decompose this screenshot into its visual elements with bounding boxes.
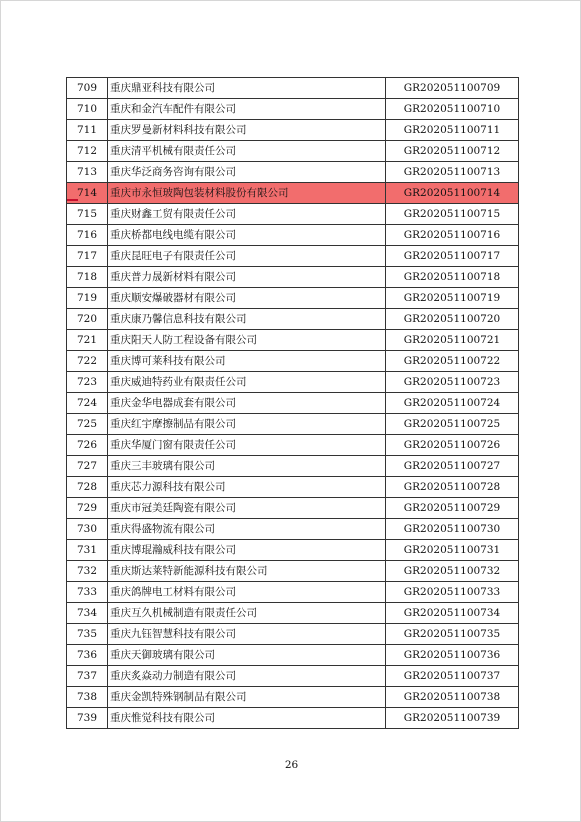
company-name: 重庆财鑫工贸有限责任公司 bbox=[108, 204, 386, 225]
row-number: 725 bbox=[67, 414, 108, 435]
company-name: 重庆桥都电线电缆有限公司 bbox=[108, 225, 386, 246]
company-name: 重庆博琨瀚威科技有限公司 bbox=[108, 540, 386, 561]
row-number: 711 bbox=[67, 120, 108, 141]
company-name: 重庆顺安爆破器材有限公司 bbox=[108, 288, 386, 309]
company-name: 重庆阳天人防工程设备有限公司 bbox=[108, 330, 386, 351]
table-row bbox=[67, 603, 519, 624]
row-number: 719 bbox=[67, 288, 108, 309]
table-row bbox=[67, 225, 519, 246]
row-number: 716 bbox=[67, 225, 108, 246]
company-name: 重庆金华电器成套有限公司 bbox=[108, 393, 386, 414]
certificate-code: GR202051100711 bbox=[386, 120, 519, 141]
certificate-code: GR202051100731 bbox=[386, 540, 519, 561]
certificate-code: GR202051100733 bbox=[386, 582, 519, 603]
row-number: 729 bbox=[67, 498, 108, 519]
table-row bbox=[67, 561, 519, 582]
company-name: 重庆市永恒玻陶包装材料股份有限公司 bbox=[108, 183, 386, 204]
page-number: 26 bbox=[284, 759, 299, 771]
certificate-code: GR202051100727 bbox=[386, 456, 519, 477]
table-row bbox=[67, 99, 519, 120]
row-number: 710 bbox=[67, 99, 108, 120]
certificate-code: GR202051100723 bbox=[386, 372, 519, 393]
certificate-code: GR202051100735 bbox=[386, 624, 519, 645]
row-number: 713 bbox=[67, 162, 108, 183]
row-number: 734 bbox=[67, 603, 108, 624]
certificate-code: GR202051100717 bbox=[386, 246, 519, 267]
certificate-code: GR202051100726 bbox=[386, 435, 519, 456]
company-name: 重庆清平机械有限责任公司 bbox=[108, 141, 386, 162]
row-number: 736 bbox=[67, 645, 108, 666]
table-row bbox=[67, 477, 519, 498]
table-row bbox=[67, 330, 519, 351]
table-row bbox=[67, 183, 519, 204]
table-row bbox=[67, 708, 519, 729]
certificate-code: GR202051100715 bbox=[386, 204, 519, 225]
row-number: 724 bbox=[67, 393, 108, 414]
table-row bbox=[67, 519, 519, 540]
table-row bbox=[67, 78, 519, 99]
table-row bbox=[67, 393, 519, 414]
company-name: 重庆鼎亚科技有限公司 bbox=[108, 78, 386, 99]
table-row bbox=[67, 582, 519, 603]
row-number: 738 bbox=[67, 687, 108, 708]
certificate-code: GR202051100725 bbox=[386, 414, 519, 435]
certificate-code: GR202051100722 bbox=[386, 351, 519, 372]
row-number: 709 bbox=[67, 78, 108, 99]
row-number: 733 bbox=[67, 582, 108, 603]
certificate-code: GR202051100730 bbox=[386, 519, 519, 540]
company-name: 重庆九钰智慧科技有限公司 bbox=[108, 624, 386, 645]
row-number: 721 bbox=[67, 330, 108, 351]
certificate-code: GR202051100712 bbox=[386, 141, 519, 162]
table-row bbox=[67, 666, 519, 687]
table-row bbox=[67, 414, 519, 435]
company-name: 重庆得盛物流有限公司 bbox=[108, 519, 386, 540]
certificate-code: GR202051100716 bbox=[386, 225, 519, 246]
table-row bbox=[67, 309, 519, 330]
row-number: 728 bbox=[67, 477, 108, 498]
certificate-code: GR202051100732 bbox=[386, 561, 519, 582]
table-row bbox=[67, 687, 519, 708]
table-row bbox=[67, 540, 519, 561]
company-name: 重庆威迪特药业有限责任公司 bbox=[108, 372, 386, 393]
certificate-code: GR202051100736 bbox=[386, 645, 519, 666]
row-number: 718 bbox=[67, 267, 108, 288]
company-name: 重庆博可莱科技有限公司 bbox=[108, 351, 386, 372]
company-name: 重庆三丰玻璃有限公司 bbox=[108, 456, 386, 477]
row-number: 737 bbox=[67, 666, 108, 687]
company-name: 重庆华厦门窗有限责任公司 bbox=[108, 435, 386, 456]
row-number: 731 bbox=[67, 540, 108, 561]
company-name: 重庆和金汽车配件有限公司 bbox=[108, 99, 386, 120]
certificate-code: GR202051100721 bbox=[386, 330, 519, 351]
row-number: 726 bbox=[67, 435, 108, 456]
table-row bbox=[67, 120, 519, 141]
company-name: 重庆金凯特殊钢制品有限公司 bbox=[108, 687, 386, 708]
table-row bbox=[67, 267, 519, 288]
certificate-code: GR202051100719 bbox=[386, 288, 519, 309]
company-name: 重庆红宇摩擦制品有限公司 bbox=[108, 414, 386, 435]
table-row bbox=[67, 645, 519, 666]
row-number: 730 bbox=[67, 519, 108, 540]
certificate-code: GR202051100734 bbox=[386, 603, 519, 624]
certificate-code: GR202051100714 bbox=[386, 183, 519, 204]
company-name: 重庆鸽牌电工材料有限公司 bbox=[108, 582, 386, 603]
company-name: 重庆互久机械制造有限责任公司 bbox=[108, 603, 386, 624]
certificate-code: GR202051100738 bbox=[386, 687, 519, 708]
company-name: 重庆昆旺电子有限责任公司 bbox=[108, 246, 386, 267]
table-row bbox=[67, 351, 519, 372]
certificate-code: GR202051100724 bbox=[386, 393, 519, 414]
company-name: 重庆炙焱动力制造有限公司 bbox=[108, 666, 386, 687]
company-name: 重庆华泛商务咨询有限公司 bbox=[108, 162, 386, 183]
highlight-marker bbox=[67, 199, 78, 201]
table-row bbox=[67, 498, 519, 519]
certificate-code: GR202051100713 bbox=[386, 162, 519, 183]
company-name: 重庆普力晟新材料有限公司 bbox=[108, 267, 386, 288]
table-row bbox=[67, 624, 519, 645]
company-name: 重庆惟觉科技有限公司 bbox=[108, 708, 386, 729]
company-name: 重庆市冠美廷陶瓷有限公司 bbox=[108, 498, 386, 519]
row-number: 712 bbox=[67, 141, 108, 162]
row-number: 722 bbox=[67, 351, 108, 372]
row-number: 714 bbox=[67, 183, 108, 204]
company-name: 重庆天御玻璃有限公司 bbox=[108, 645, 386, 666]
row-number: 732 bbox=[67, 561, 108, 582]
row-number: 739 bbox=[67, 708, 108, 729]
row-number: 727 bbox=[67, 456, 108, 477]
row-number: 723 bbox=[67, 372, 108, 393]
certificate-code: GR202051100728 bbox=[386, 477, 519, 498]
table-row bbox=[67, 162, 519, 183]
table-row bbox=[67, 288, 519, 309]
certificate-code: GR202051100737 bbox=[386, 666, 519, 687]
certificate-code: GR202051100718 bbox=[386, 267, 519, 288]
company-name: 重庆芯力源科技有限公司 bbox=[108, 477, 386, 498]
table-row bbox=[67, 141, 519, 162]
row-number: 715 bbox=[67, 204, 108, 225]
table-row bbox=[67, 372, 519, 393]
table-row bbox=[67, 435, 519, 456]
row-number: 717 bbox=[67, 246, 108, 267]
table-row bbox=[67, 204, 519, 225]
table-row bbox=[67, 246, 519, 267]
row-number: 735 bbox=[67, 624, 108, 645]
certificate-code: GR202051100739 bbox=[386, 708, 519, 729]
company-name: 重庆斯达莱特新能源科技有限公司 bbox=[108, 561, 386, 582]
company-name: 重庆罗曼新材料科技有限公司 bbox=[108, 120, 386, 141]
table-row bbox=[67, 456, 519, 477]
certificate-code: GR202051100729 bbox=[386, 498, 519, 519]
row-number: 720 bbox=[67, 309, 108, 330]
company-name: 重庆康乃馨信息科技有限公司 bbox=[108, 309, 386, 330]
certificate-code: GR202051100709 bbox=[386, 78, 519, 99]
company-table-body bbox=[67, 78, 519, 729]
certificate-code: GR202051100720 bbox=[386, 309, 519, 330]
company-table bbox=[66, 77, 519, 729]
certificate-code: GR202051100710 bbox=[386, 99, 519, 120]
